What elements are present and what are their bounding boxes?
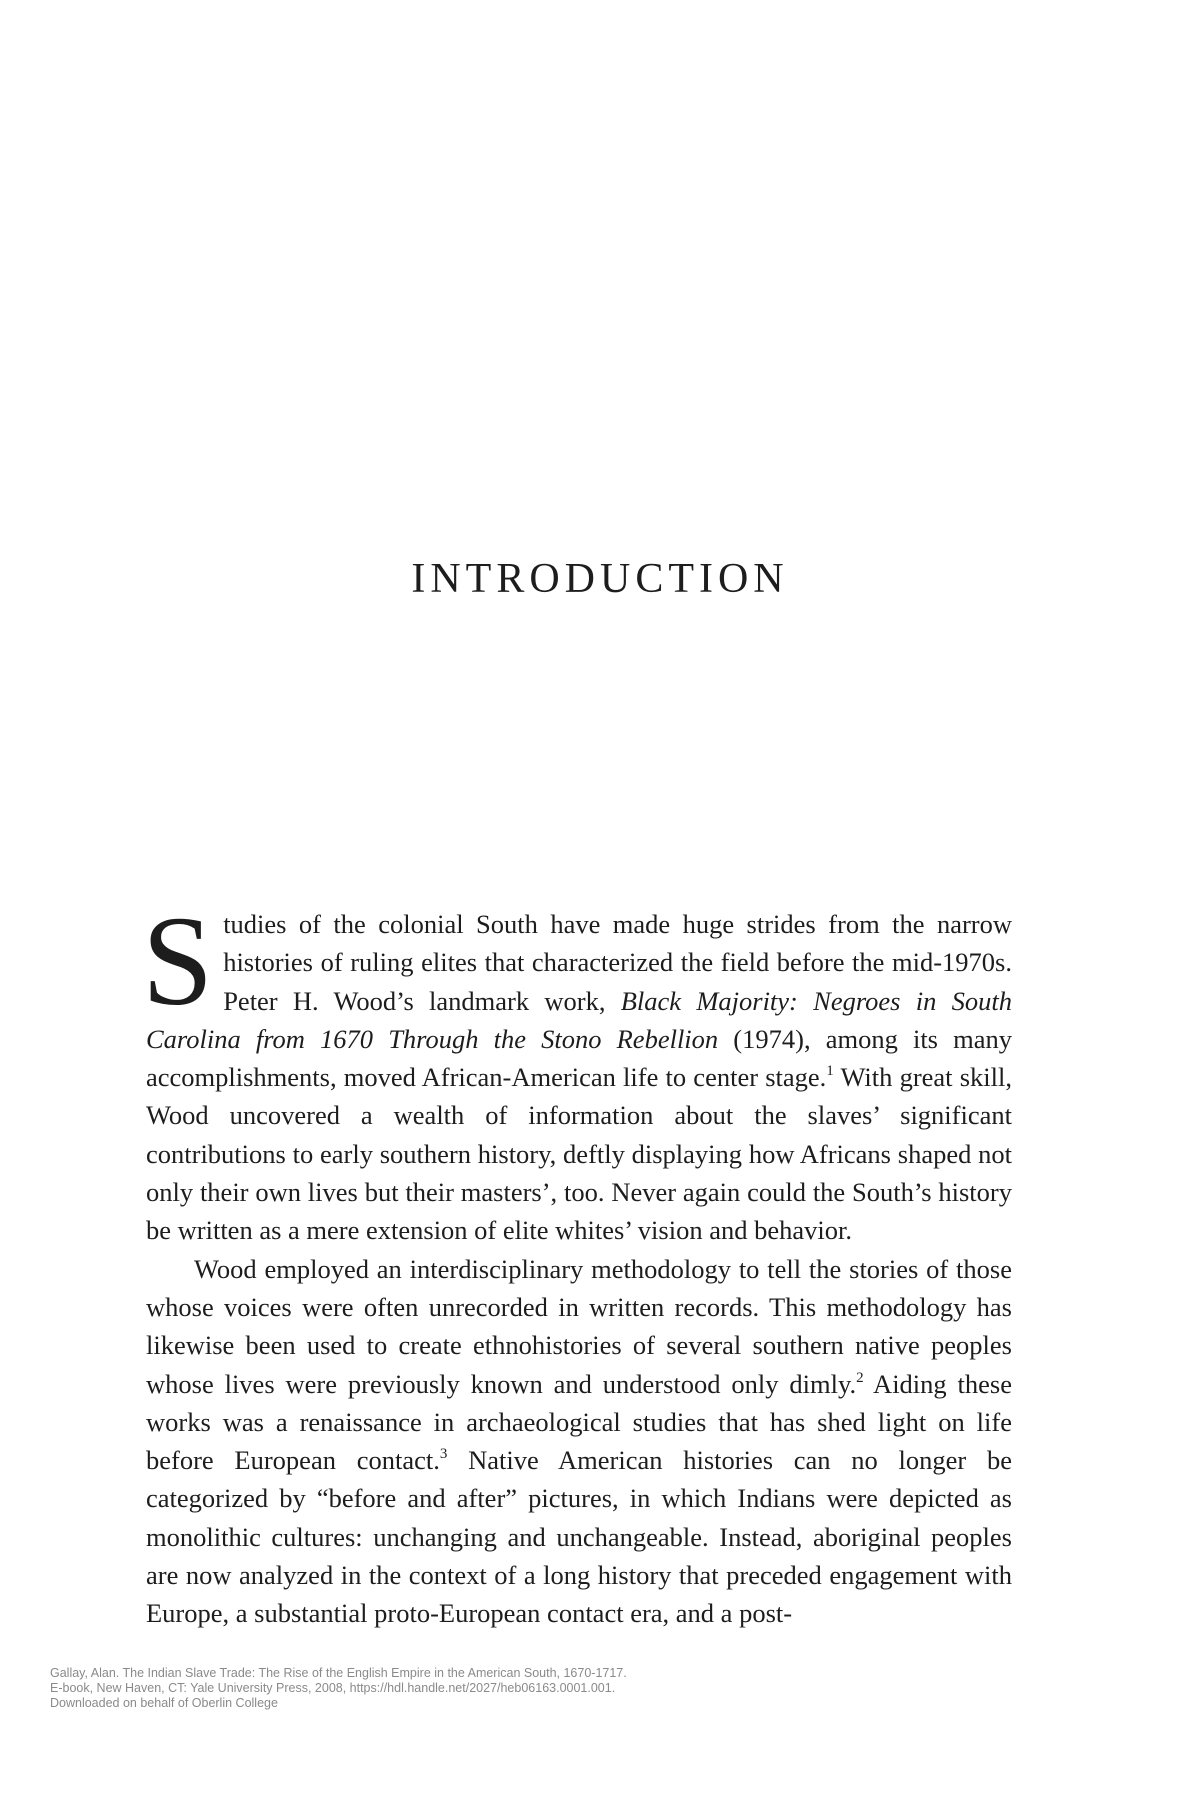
paragraph-2-text-c: Native American histories can no longer be categorized by “before and after” pictures, in which Indians were depicted as monolithic cultures: unchanging and unchangeable. Instead, aboriginal peoples are now analyzed in the context of a long history that preceded engagement with Europe, a substantial proto-European contact era, and a post- (146, 1445, 1012, 1629)
paragraph-2-text-b: Aiding these works was a renaissance in archaeological studies that has shed light on life before European contact. (146, 1368, 1012, 1476)
footnote-marker-3[interactable]: 3 (439, 1446, 448, 1463)
paragraph-1 (142, 890, 1012, 1250)
citation-footer (50, 1666, 627, 1711)
drop-cap: S (142, 890, 214, 1032)
paragraph-2 (146, 1250, 1012, 1633)
paragraph-1-text-c: With great skill, Wood uncovered a wealth of information about the slaves’ significant contributions to early southern history, deftly displaying how Africans shaped not only their own lives but their masters’, too. Never again could the South’s history be written as a mere extension of elite whites’ vision and behavior. (146, 1062, 1012, 1246)
book-title: Black Majority: Negroes in South Carolina from 1670 Through the Stono Rebellion (146, 985, 1012, 1054)
paragraph-1-text-b: (1974), among its many accomplishments, moved African-American life to center stage. (146, 1023, 1012, 1093)
paragraph-2-text-a: Wood employed an interdisciplinary methodology to tell the stories of those whose voices were often unrecorded in written records. This methodology has likewise been used to create ethnohistories of several southern native peoples whose lives were previously known and understood only dimly. (146, 1253, 1012, 1399)
citation-line-3: Downloaded on behalf of Oberlin College (50, 1696, 278, 1710)
chapter-title: INTRODUCTION (411, 556, 789, 602)
footnote-marker-2[interactable]: 2 (856, 1369, 864, 1386)
citation-line-1: Gallay, Alan. The Indian Slave Trade: The Rise of the English Empire in the American South, 1670-1717. (50, 1666, 627, 1680)
body-text (142, 890, 1012, 1633)
footnote-marker-1[interactable]: 1 (826, 1063, 834, 1080)
paragraph-1-text-a: tudies of the colonial South have made huge strides from the narrow histories of ruling elites that characterized the field before the mid-1970s. Peter H. Wood’s landmark work, (223, 909, 1012, 1016)
citation-line-2[interactable]: E-book, New Haven, CT: Yale University Press, 2008, https://hdl.handle.net/2027/heb06163.0001.001. (50, 1681, 616, 1695)
